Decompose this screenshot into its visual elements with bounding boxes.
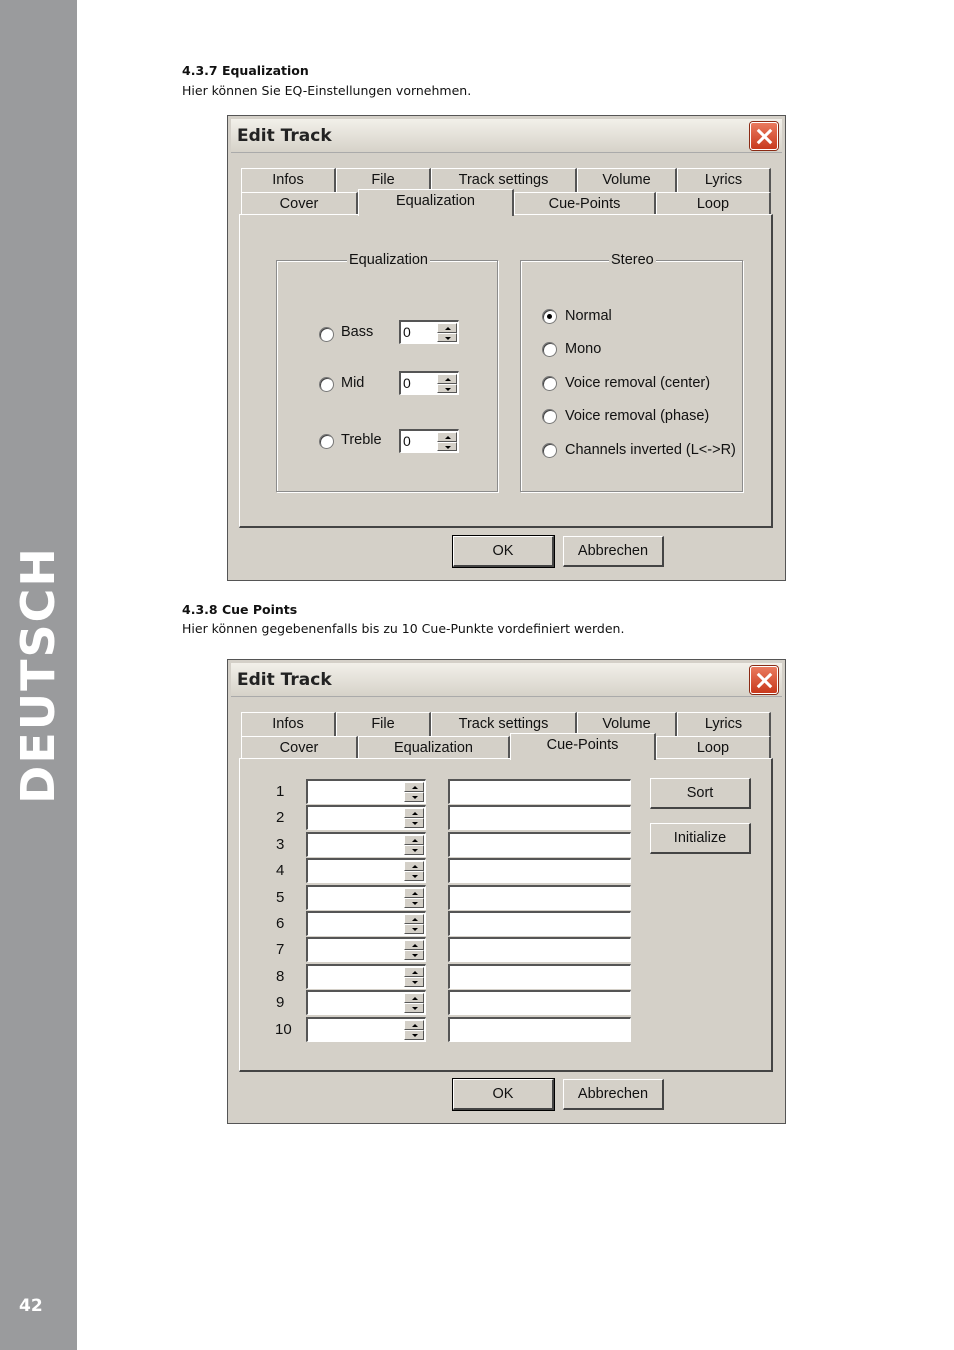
tab-infos[interactable]: Infos [241, 168, 336, 192]
cue-point-name-input[interactable] [448, 990, 631, 1015]
edit-track-dialog-equalization [227, 115, 786, 581]
radio-stereo-normal[interactable] [542, 309, 557, 324]
label-mid: Mid [341, 375, 365, 391]
bass-value: 0 [403, 324, 411, 340]
tab-panel [239, 758, 773, 1072]
radio-mid[interactable] [319, 377, 334, 392]
tab-cue-points[interactable]: Cue-Points [514, 192, 656, 216]
mid-value: 0 [403, 375, 411, 391]
spin-down-icon[interactable] [404, 1003, 424, 1013]
label-voice-removal-phase: Voice removal (phase) [565, 408, 710, 424]
edit-track-dialog-cue-points [227, 659, 786, 1124]
spin-up-icon[interactable] [404, 993, 424, 1003]
section-text-cue-points: Hier können gegebenenfalls bis zu 10 Cue-Punkte vordefiniert werden. [182, 621, 625, 636]
tab-volume[interactable]: Volume [577, 712, 677, 736]
tab-equalization[interactable]: Equalization [358, 736, 510, 760]
cue-point-time-stepper[interactable] [306, 990, 426, 1015]
spin-down-icon[interactable] [437, 384, 457, 394]
tab-track-settings[interactable]: Track settings [431, 712, 577, 736]
spin-up-icon[interactable] [404, 888, 424, 898]
cue-point-time-stepper[interactable] [306, 1017, 426, 1042]
cue-point-number: 3 [276, 835, 285, 853]
spin-up-icon[interactable] [437, 374, 457, 384]
tab-volume[interactable]: Volume [577, 168, 677, 192]
spin-up-icon[interactable] [404, 808, 424, 818]
cue-point-number: 1 [276, 783, 285, 800]
cue-point-name-input[interactable] [448, 937, 631, 962]
close-icon[interactable] [750, 122, 778, 150]
spin-down-icon[interactable] [404, 950, 424, 960]
cue-point-time-stepper[interactable] [306, 911, 426, 936]
cue-point-name-input[interactable] [448, 858, 631, 883]
tab-infos[interactable]: Infos [241, 712, 336, 736]
cue-point-number: 6 [276, 915, 285, 932]
mid-stepper[interactable] [399, 371, 459, 395]
cue-point-name-input[interactable] [448, 911, 631, 936]
tab-equalization[interactable]: Equalization [358, 189, 514, 216]
bass-stepper[interactable] [399, 320, 459, 344]
cue-point-name-input[interactable] [448, 805, 631, 830]
cue-point-name-input[interactable] [448, 832, 631, 857]
label-bass: Bass [341, 324, 374, 340]
spin-down-icon[interactable] [437, 442, 457, 452]
treble-stepper[interactable] [399, 429, 459, 453]
spin-up-icon[interactable] [404, 940, 424, 950]
cue-point-number: 4 [276, 862, 285, 880]
title-bar [231, 119, 782, 153]
tab-lyrics[interactable]: Lyrics [677, 168, 771, 192]
ok-button[interactable]: OK [453, 1079, 554, 1110]
radio-bass[interactable] [319, 327, 334, 342]
spin-up-icon[interactable] [404, 1020, 424, 1030]
spin-down-icon[interactable] [404, 977, 424, 987]
radio-voice-removal-phase[interactable] [542, 409, 557, 424]
spin-up-icon[interactable] [404, 835, 424, 845]
sort-button[interactable]: Sort [650, 778, 751, 809]
spin-down-icon[interactable] [437, 333, 457, 343]
spin-down-icon[interactable] [404, 792, 424, 802]
spin-down-icon[interactable] [404, 924, 424, 934]
cue-point-time-stepper[interactable] [306, 937, 426, 962]
ok-button[interactable]: OK [453, 536, 554, 567]
language-label: DEUTSCH [11, 546, 65, 804]
spin-up-icon[interactable] [404, 861, 424, 871]
cue-point-number: 10 [275, 1020, 292, 1038]
spin-down-icon[interactable] [404, 871, 424, 881]
spin-up-icon[interactable] [404, 914, 424, 924]
dialog-title: Edit Track [237, 126, 332, 146]
tab-loop[interactable]: Loop [656, 736, 771, 760]
cue-point-number: 5 [276, 888, 285, 906]
spin-down-icon[interactable] [404, 898, 424, 908]
cancel-button[interactable]: Abbrechen [563, 536, 664, 567]
cue-point-name-input[interactable] [448, 779, 631, 804]
spin-up-icon[interactable] [404, 967, 424, 977]
initialize-button[interactable]: Initialize [650, 823, 751, 854]
cue-point-number: 8 [276, 967, 285, 985]
cue-point-number: 7 [276, 941, 285, 959]
label-channels-inverted: Channels inverted (L<->R) [565, 442, 736, 458]
tab-track-settings[interactable]: Track settings [431, 168, 577, 192]
spin-up-icon[interactable] [437, 323, 457, 333]
cue-point-name-input[interactable] [448, 885, 631, 910]
radio-voice-removal-center[interactable] [542, 376, 557, 391]
spin-down-icon[interactable] [404, 818, 424, 828]
section-title-cue-points: 4.3.8 Cue Points [182, 602, 298, 617]
equalization-group [276, 252, 498, 492]
stereo-group-label: Stereo [611, 252, 654, 268]
label-stereo-mono: Mono [565, 341, 602, 357]
label-treble: Treble [341, 432, 382, 448]
side-bar [0, 0, 77, 1350]
equalization-group-label: Equalization [349, 252, 428, 268]
tab-cover[interactable]: Cover [241, 736, 358, 760]
spin-down-icon[interactable] [404, 845, 424, 855]
tab-file[interactable]: File [336, 168, 431, 192]
cue-point-name-input[interactable] [448, 1017, 631, 1042]
radio-stereo-mono[interactable] [542, 342, 557, 357]
cue-point-time-stepper[interactable] [306, 858, 426, 883]
cue-point-time-stepper[interactable] [306, 885, 426, 910]
cue-point-time-stepper[interactable] [306, 964, 426, 989]
tab-panel [239, 214, 773, 528]
title-bar [231, 663, 782, 697]
section-text-equalization: Hier können Sie EQ-Einstellungen vornehmen. [182, 83, 472, 98]
cue-point-time-stepper[interactable] [306, 805, 426, 830]
dialog-title: Edit Track [237, 670, 332, 690]
stereo-group [520, 252, 743, 492]
tab-loop[interactable]: Loop [656, 192, 771, 216]
cue-point-name-input[interactable] [448, 964, 631, 989]
spin-down-icon[interactable] [404, 1030, 424, 1040]
close-icon[interactable] [750, 666, 778, 694]
tab-lyrics[interactable]: Lyrics [677, 712, 771, 736]
label-voice-removal-center: Voice removal (center) [565, 375, 711, 391]
radio-channels-inverted[interactable] [542, 443, 557, 458]
cue-point-number: 2 [276, 809, 285, 827]
label-stereo-normal: Normal [565, 308, 612, 324]
tab-cue-points[interactable]: Cue-Points [510, 733, 656, 760]
tab-cover[interactable]: Cover [241, 192, 358, 216]
tab-file[interactable]: File [336, 712, 431, 736]
radio-treble[interactable] [319, 434, 334, 449]
cancel-button[interactable]: Abbrechen [563, 1079, 664, 1110]
section-title-equalization: 4.3.7 Equalization [182, 63, 309, 78]
spin-up-icon[interactable] [437, 432, 457, 442]
page-number: 42 [19, 1296, 43, 1316]
cue-point-time-stepper[interactable] [306, 779, 426, 804]
spin-up-icon[interactable] [404, 782, 424, 792]
cue-point-number: 9 [276, 994, 285, 1012]
treble-value: 0 [403, 433, 411, 449]
cue-point-time-stepper[interactable] [306, 832, 426, 857]
